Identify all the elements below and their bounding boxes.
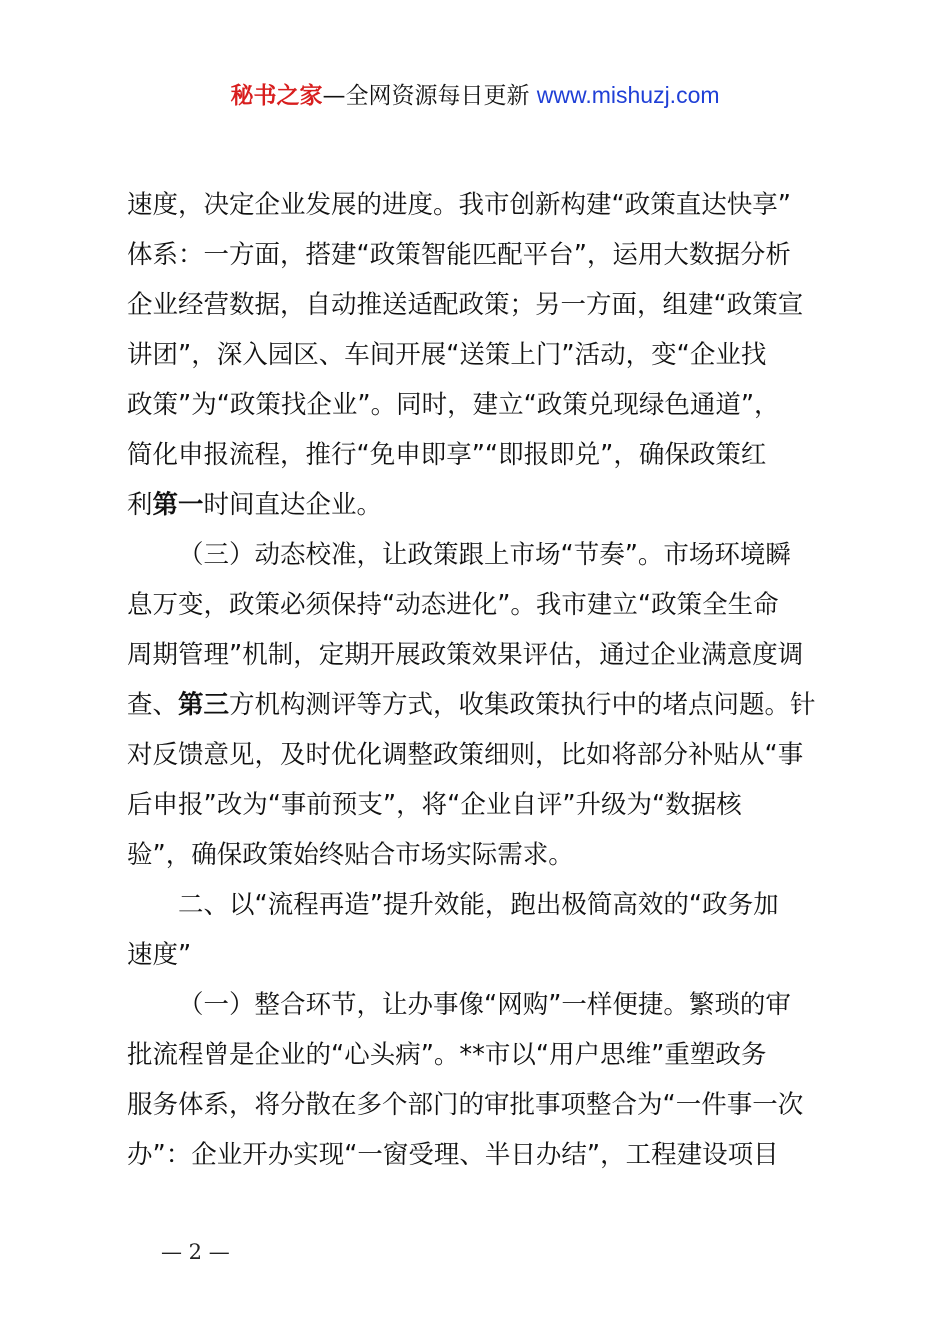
text-line: （三）动态校准，让政策跟上市场“节奏”。市场环境瞬 (178, 540, 791, 570)
document-body (127, 180, 847, 1180)
section-heading-line: 速度” (127, 940, 192, 970)
text-fragment: 时间直达企业。 (203, 490, 383, 520)
site-url-link[interactable]: www.mishuzj.com (536, 82, 720, 108)
bold-text: 第一 (152, 490, 204, 520)
bold-text: 第三 (178, 690, 230, 720)
text-line: 速度，决定企业发展的进度。我市创新构建“政策直达快享” (127, 190, 791, 220)
text-line: 政策”为“政策找企业”。同时，建立“政策兑现绿色通道”， (127, 390, 780, 420)
text-line: 周期管理”机制，定期开展政策效果评估，通过企业满意度调 (127, 640, 804, 670)
text-line: 办”：企业开办实现“一窗受理、半日办结”，工程建设项目 (127, 1140, 779, 1170)
text-line: 简化申报流程，推行“免申即享”“即报即兑”，确保政策红 (127, 440, 767, 470)
text-line: 对反馈意见，及时优化调整政策细则，比如将部分补贴从“事 (127, 740, 804, 770)
section-heading-line: 二、以“流程再造”提升效能，跑出极简高效的“政务加 (178, 890, 779, 920)
text-line: 批流程曾是企业的“心头病”。**市以“用户思维”重塑政务 (127, 1040, 767, 1070)
page-number: — 2 — (161, 1240, 230, 1264)
text-line (127, 680, 847, 730)
page-header (0, 78, 950, 113)
text-line: 服务体系，将分散在多个部门的审批事项整合为“一件事一次 (127, 1090, 804, 1120)
text-fragment: 查、 (127, 690, 179, 720)
site-slogan: —全网资源每日更新 (322, 83, 537, 109)
text-line: 验”，确保政策始终贴合市场实际需求。 (127, 840, 574, 870)
text-fragment: 方机构测评等方式，收集政策执行中的堵点问题。针 (229, 690, 816, 720)
text-line: 体系：一方面，搭建“政策智能匹配平台”，运用大数据分析 (127, 240, 791, 270)
text-line: （一）整合环节，让办事像“网购”一样便捷。繁琐的审 (178, 990, 791, 1020)
text-line: 息万变，政策必须保持“动态进化”。我市建立“政策全生命 (127, 590, 779, 620)
site-brand: 秘书之家 (230, 83, 323, 109)
text-line (127, 480, 847, 530)
text-line: 企业经营数据，自动推送适配政策；另一方面，组建“政策宣 (127, 290, 804, 320)
text-line: 后申报”改为“事前预支”，将“企业自评”升级为“数据核 (127, 790, 742, 820)
text-line: 讲团”，深入园区、车间开展“送策上门”活动，变“企业找 (127, 340, 767, 370)
text-fragment: 利 (127, 490, 153, 520)
